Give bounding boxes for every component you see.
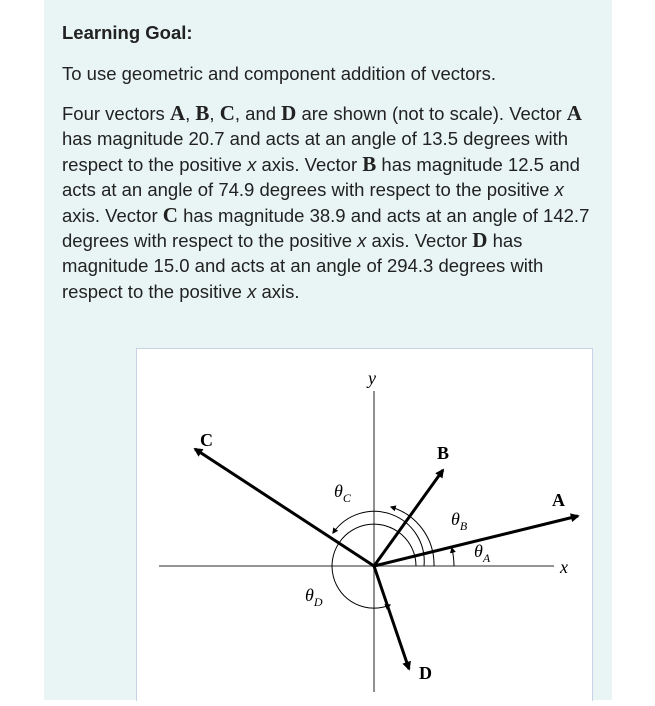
problem-text-4: has magnitude 20.7 and acts at an angle of 13.5 degrees with respect to the positive bbox=[62, 128, 569, 175]
vector-c-arrow bbox=[195, 449, 374, 566]
problem-text-2: , and bbox=[234, 103, 282, 124]
problem-content bbox=[62, 22, 602, 304]
problem-text-11: axis. bbox=[256, 280, 300, 302]
separator-bc: , bbox=[209, 103, 220, 124]
angle-subscript-c: C bbox=[342, 491, 351, 505]
vector-symbol-c: C bbox=[219, 101, 235, 125]
angle-label-c bbox=[334, 481, 352, 505]
problem-text-8: has magnitude 38.9 and acts at an angle of 142.7 degrees with respect to the positive bbox=[62, 204, 590, 252]
problem-text-3: are shown (not to scale). Vector bbox=[296, 103, 567, 124]
vector-symbol-d: D bbox=[281, 101, 297, 125]
angle-symbol-a: θ bbox=[474, 541, 483, 561]
angle-label-a bbox=[474, 541, 491, 565]
vector-diagram bbox=[136, 348, 593, 701]
vector-symbol-d-2: D bbox=[472, 228, 488, 253]
problem-text-5: axis. Vector bbox=[256, 153, 363, 175]
axis-variable-x-4: x bbox=[247, 280, 257, 302]
problem-text-9: axis. Vector bbox=[366, 230, 473, 252]
axis-variable-x-1: x bbox=[247, 153, 257, 175]
vector-label-a: A bbox=[552, 490, 565, 510]
problem-text-6: has magnitude 12.5 and acts at an angle of 74.9 degrees with respect to the positive bbox=[62, 153, 580, 201]
angle-arc-a bbox=[452, 548, 454, 566]
angle-symbol-d: θ bbox=[305, 585, 314, 605]
vector-symbol-a: A bbox=[169, 101, 186, 125]
problem-text-7: axis. Vector bbox=[62, 204, 163, 226]
vector-symbol-b: B bbox=[195, 101, 210, 125]
axis-variable-x-2: x bbox=[554, 179, 564, 201]
x-axis-label: x bbox=[560, 557, 568, 577]
separator-ab: , bbox=[185, 103, 196, 124]
y-axis-label: y bbox=[368, 368, 376, 388]
learning-goal-text: To use geometric and component addition of vectors. bbox=[62, 63, 496, 84]
problem-text-1: Four vectors bbox=[62, 103, 170, 124]
learning-goal-heading: Learning Goal: bbox=[62, 22, 193, 43]
vector-d-arrow bbox=[374, 566, 409, 669]
angle-symbol-b: θ bbox=[451, 509, 460, 529]
angle-subscript-d: D bbox=[313, 595, 323, 609]
angle-label-b bbox=[451, 509, 468, 533]
angle-subscript-b: B bbox=[459, 519, 468, 533]
vector-label-c: C bbox=[200, 430, 213, 450]
vector-diagram-svg bbox=[137, 349, 592, 701]
angle-label-d bbox=[305, 585, 323, 609]
angle-symbol-c: θ bbox=[334, 481, 343, 501]
vector-symbol-c-2: C bbox=[162, 202, 178, 227]
axis-variable-x-3: x bbox=[357, 230, 367, 252]
vector-label-b: B bbox=[437, 443, 450, 463]
problem-text-10: has magnitude 15.0 and acts at an angle of 294.3 degrees with respect to the positive bbox=[62, 230, 544, 302]
angle-subscript-a: A bbox=[482, 551, 491, 565]
vector-symbol-b-2: B bbox=[362, 151, 377, 176]
vector-symbol-a-2: A bbox=[566, 101, 582, 125]
problem-statement bbox=[62, 101, 602, 304]
vector-label-d: D bbox=[419, 663, 432, 683]
